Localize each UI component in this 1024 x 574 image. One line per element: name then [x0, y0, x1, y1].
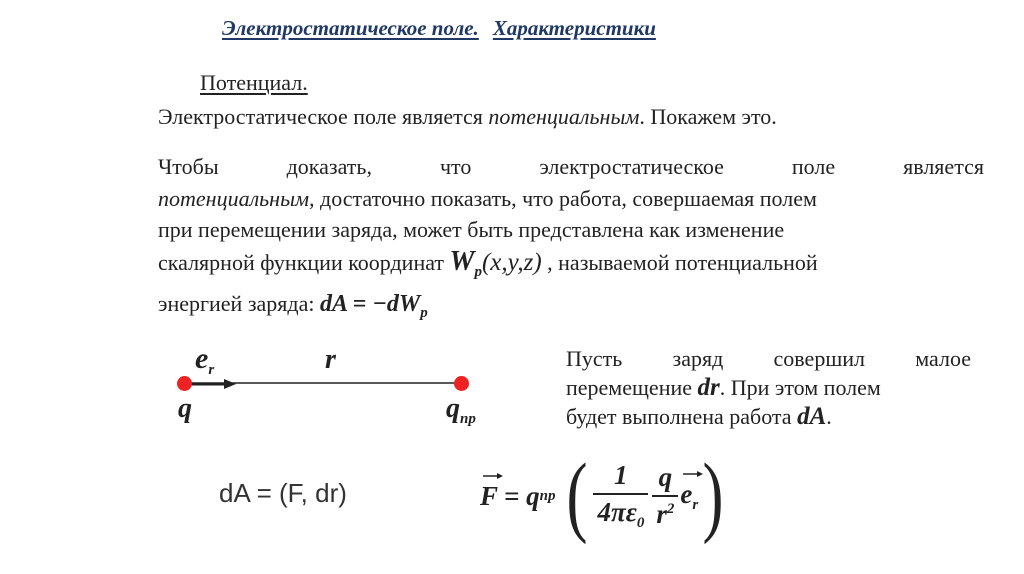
epsilon-subscript: 0 [636, 515, 645, 531]
formula-coulomb-force [480, 446, 728, 546]
frac-numerator: 1 [614, 460, 628, 490]
charge-qnp-label [446, 393, 476, 428]
side-word: заряд [672, 346, 724, 371]
coulomb-fraction [593, 460, 648, 532]
wp-subscript: p [474, 263, 482, 280]
side-text: . [826, 404, 832, 429]
section-subtitle: Потенциал. [200, 70, 308, 95]
qnp-subscript: пр [539, 487, 556, 504]
er-letter: e [680, 478, 693, 509]
r-exponent: 2 [666, 501, 675, 517]
p2-word: поле [791, 154, 836, 179]
p2-word: является [903, 154, 984, 179]
force-equals: = q [504, 480, 540, 511]
unit-vector-label [195, 342, 214, 379]
er-subscript: r [208, 362, 215, 378]
title-part1: Электростатическое поле. [222, 16, 479, 40]
p2-line-3: при перемещении заряда, может быть представлена как изменение [158, 217, 785, 242]
paragraph-1 [158, 104, 777, 130]
unit-vector [680, 479, 698, 514]
slide-title [222, 16, 656, 41]
side-line-2 [566, 373, 971, 402]
p1-text: Электростатическое поле является [158, 104, 489, 129]
side-word: Пусть [566, 346, 623, 371]
wp-symbol: W [449, 245, 475, 277]
p2-text: достаточно показать, что работа, совершаемая полем [314, 185, 817, 211]
da-symbol: dA [797, 403, 827, 430]
formula-wp [449, 245, 542, 280]
p2-line-5 [158, 288, 984, 330]
p2-word: Чтобы [158, 154, 219, 179]
dr-symbol: dr [697, 374, 720, 401]
left-paren: ( [565, 446, 587, 545]
right-paren: ) [702, 446, 724, 545]
r2-denominator [652, 495, 678, 530]
side-word: совершил [773, 346, 866, 371]
p2-line-2 [158, 183, 984, 215]
qnp-subscript: пр [460, 411, 476, 427]
p2-text: энергией заряда: [158, 291, 320, 316]
formula-da [319, 291, 428, 321]
p1-text-end: . Покажем это. [639, 104, 777, 129]
p2-text: , называемой потенциальной [541, 249, 818, 275]
side-line-1 [566, 344, 971, 373]
p2-word: электростатическое [539, 154, 724, 179]
vector-arrow-icon [482, 471, 504, 481]
q-numerator: q [658, 462, 673, 492]
vector-arrow-icon [682, 469, 704, 479]
p2-word: доказать, [286, 154, 372, 179]
denominator-text: 4πε [597, 497, 637, 527]
charge-q-dot [177, 376, 192, 391]
side-text: . При этом полем [719, 375, 881, 400]
er-letter: e [195, 342, 209, 375]
distance-label: r [325, 344, 336, 375]
charge-qnp-dot [454, 376, 469, 391]
p2-line-4 [158, 246, 984, 289]
da-eq: dA = −dW [319, 291, 421, 317]
p2-text: скалярной функции координат [158, 249, 450, 275]
er-subscript: r [692, 496, 699, 513]
side-line-3 [566, 402, 971, 431]
charge-q-label: q [178, 393, 192, 424]
p2-word: что [439, 154, 472, 179]
p2-emphasis: потенциальным, [158, 185, 315, 211]
r-letter: r [656, 499, 667, 529]
title-part2: Характеристики [492, 16, 656, 40]
p2-line-1 [158, 151, 984, 183]
side-paragraph [566, 344, 971, 431]
qnp-letter: q [446, 393, 460, 424]
side-text: перемещение [566, 375, 698, 400]
side-word: малое [915, 346, 971, 371]
frac-denominator [593, 493, 648, 532]
q-over-r2-fraction [652, 462, 678, 530]
force-symbol: F [480, 480, 499, 511]
force-vector [480, 481, 498, 512]
da-subscript: p [420, 305, 428, 321]
p1-emphasis: потенциальным [488, 104, 640, 129]
paragraph-2 [158, 151, 984, 330]
wp-args: (x,y,z) [481, 248, 542, 276]
side-text: будет выполнена работа [566, 404, 798, 429]
formula-work-definition: dA = (F, dr) [219, 478, 347, 508]
